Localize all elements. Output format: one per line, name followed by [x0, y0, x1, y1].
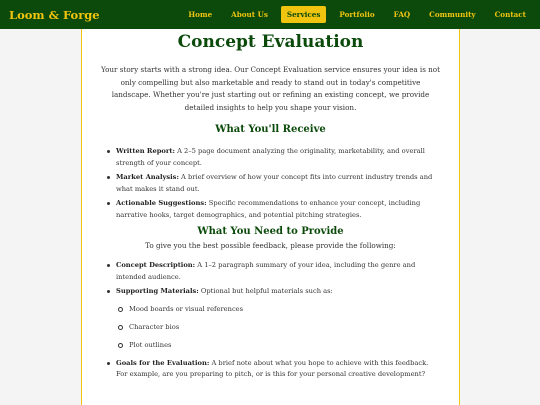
intro-paragraph: Your story starts with a strong idea. Our Concept Evaluation service ensures your idea is not only compelling but also marketable and ready to stand out in today's competitive landscape. Whether you're just starting out or refining an existing concept, we provide detailed insights to help you shape your vision. — [100, 65, 441, 112]
item-text: Optional but helpful materials such as: — [198, 287, 333, 295]
item-text: A 2–5 page document analyzing the originality, marketability, and overall strength of your concept. — [116, 147, 425, 167]
nav-faq[interactable]: FAQ — [393, 10, 411, 19]
list-item — [107, 358, 441, 381]
materials-list — [116, 304, 441, 351]
list-item — [107, 260, 441, 283]
provide-heading: What You Need to Provide — [197, 226, 344, 237]
list-item: Character bios — [118, 322, 441, 333]
brand-logo[interactable]: Loom & Forge — [9, 7, 100, 22]
nav-about-us[interactable]: About Us — [231, 10, 268, 19]
nav-services[interactable]: Services — [281, 6, 326, 23]
list-item: Mood boards or visual references — [118, 304, 441, 315]
item-label: Goals for the Evaluation: — [116, 358, 210, 367]
item-label: Supporting Materials: — [116, 287, 199, 295]
item-label: Market Analysis: — [116, 173, 179, 181]
nav-portfolio[interactable]: Portfolio — [339, 10, 375, 19]
page-title: Concept Evaluation — [177, 32, 364, 52]
list-item — [107, 286, 441, 351]
receive-list — [100, 146, 441, 221]
nav-contact[interactable]: Contact — [494, 10, 526, 19]
list-item — [107, 146, 441, 169]
item-text: A brief overview of how your concept fits into current industry trends and what makes it stand out. — [116, 173, 433, 193]
item-label: Concept Description: — [116, 261, 196, 269]
item-label: Written Report: — [116, 147, 175, 155]
receive-heading: What You'll Receive — [215, 124, 326, 135]
navbar — [0, 0, 540, 29]
nav-community[interactable]: Community — [429, 10, 476, 19]
list-item — [107, 198, 441, 221]
item-text: A 1–2 paragraph summary of your idea, including the genre and intended audience. — [116, 261, 416, 281]
main-nav — [175, 6, 532, 23]
list-item — [107, 172, 441, 195]
item-text: Specific recommendations to enhance your concept, including narrative hooks, target demographics, and potential pitching strategies. — [116, 199, 421, 219]
list-item: Plot outlines — [118, 340, 441, 351]
provide-subtitle: To give you the best possible feedback, please provide the following: — [145, 241, 396, 250]
main-content — [81, 29, 460, 405]
item-label: Actionable Suggestions: — [116, 199, 207, 207]
nav-home[interactable]: Home — [188, 10, 213, 19]
provide-list — [100, 260, 441, 381]
item-text: A brief note about what you hope to achieve with this feedback. For example, are you preparing to pitch, or is this for your personal creative development? — [116, 358, 429, 378]
